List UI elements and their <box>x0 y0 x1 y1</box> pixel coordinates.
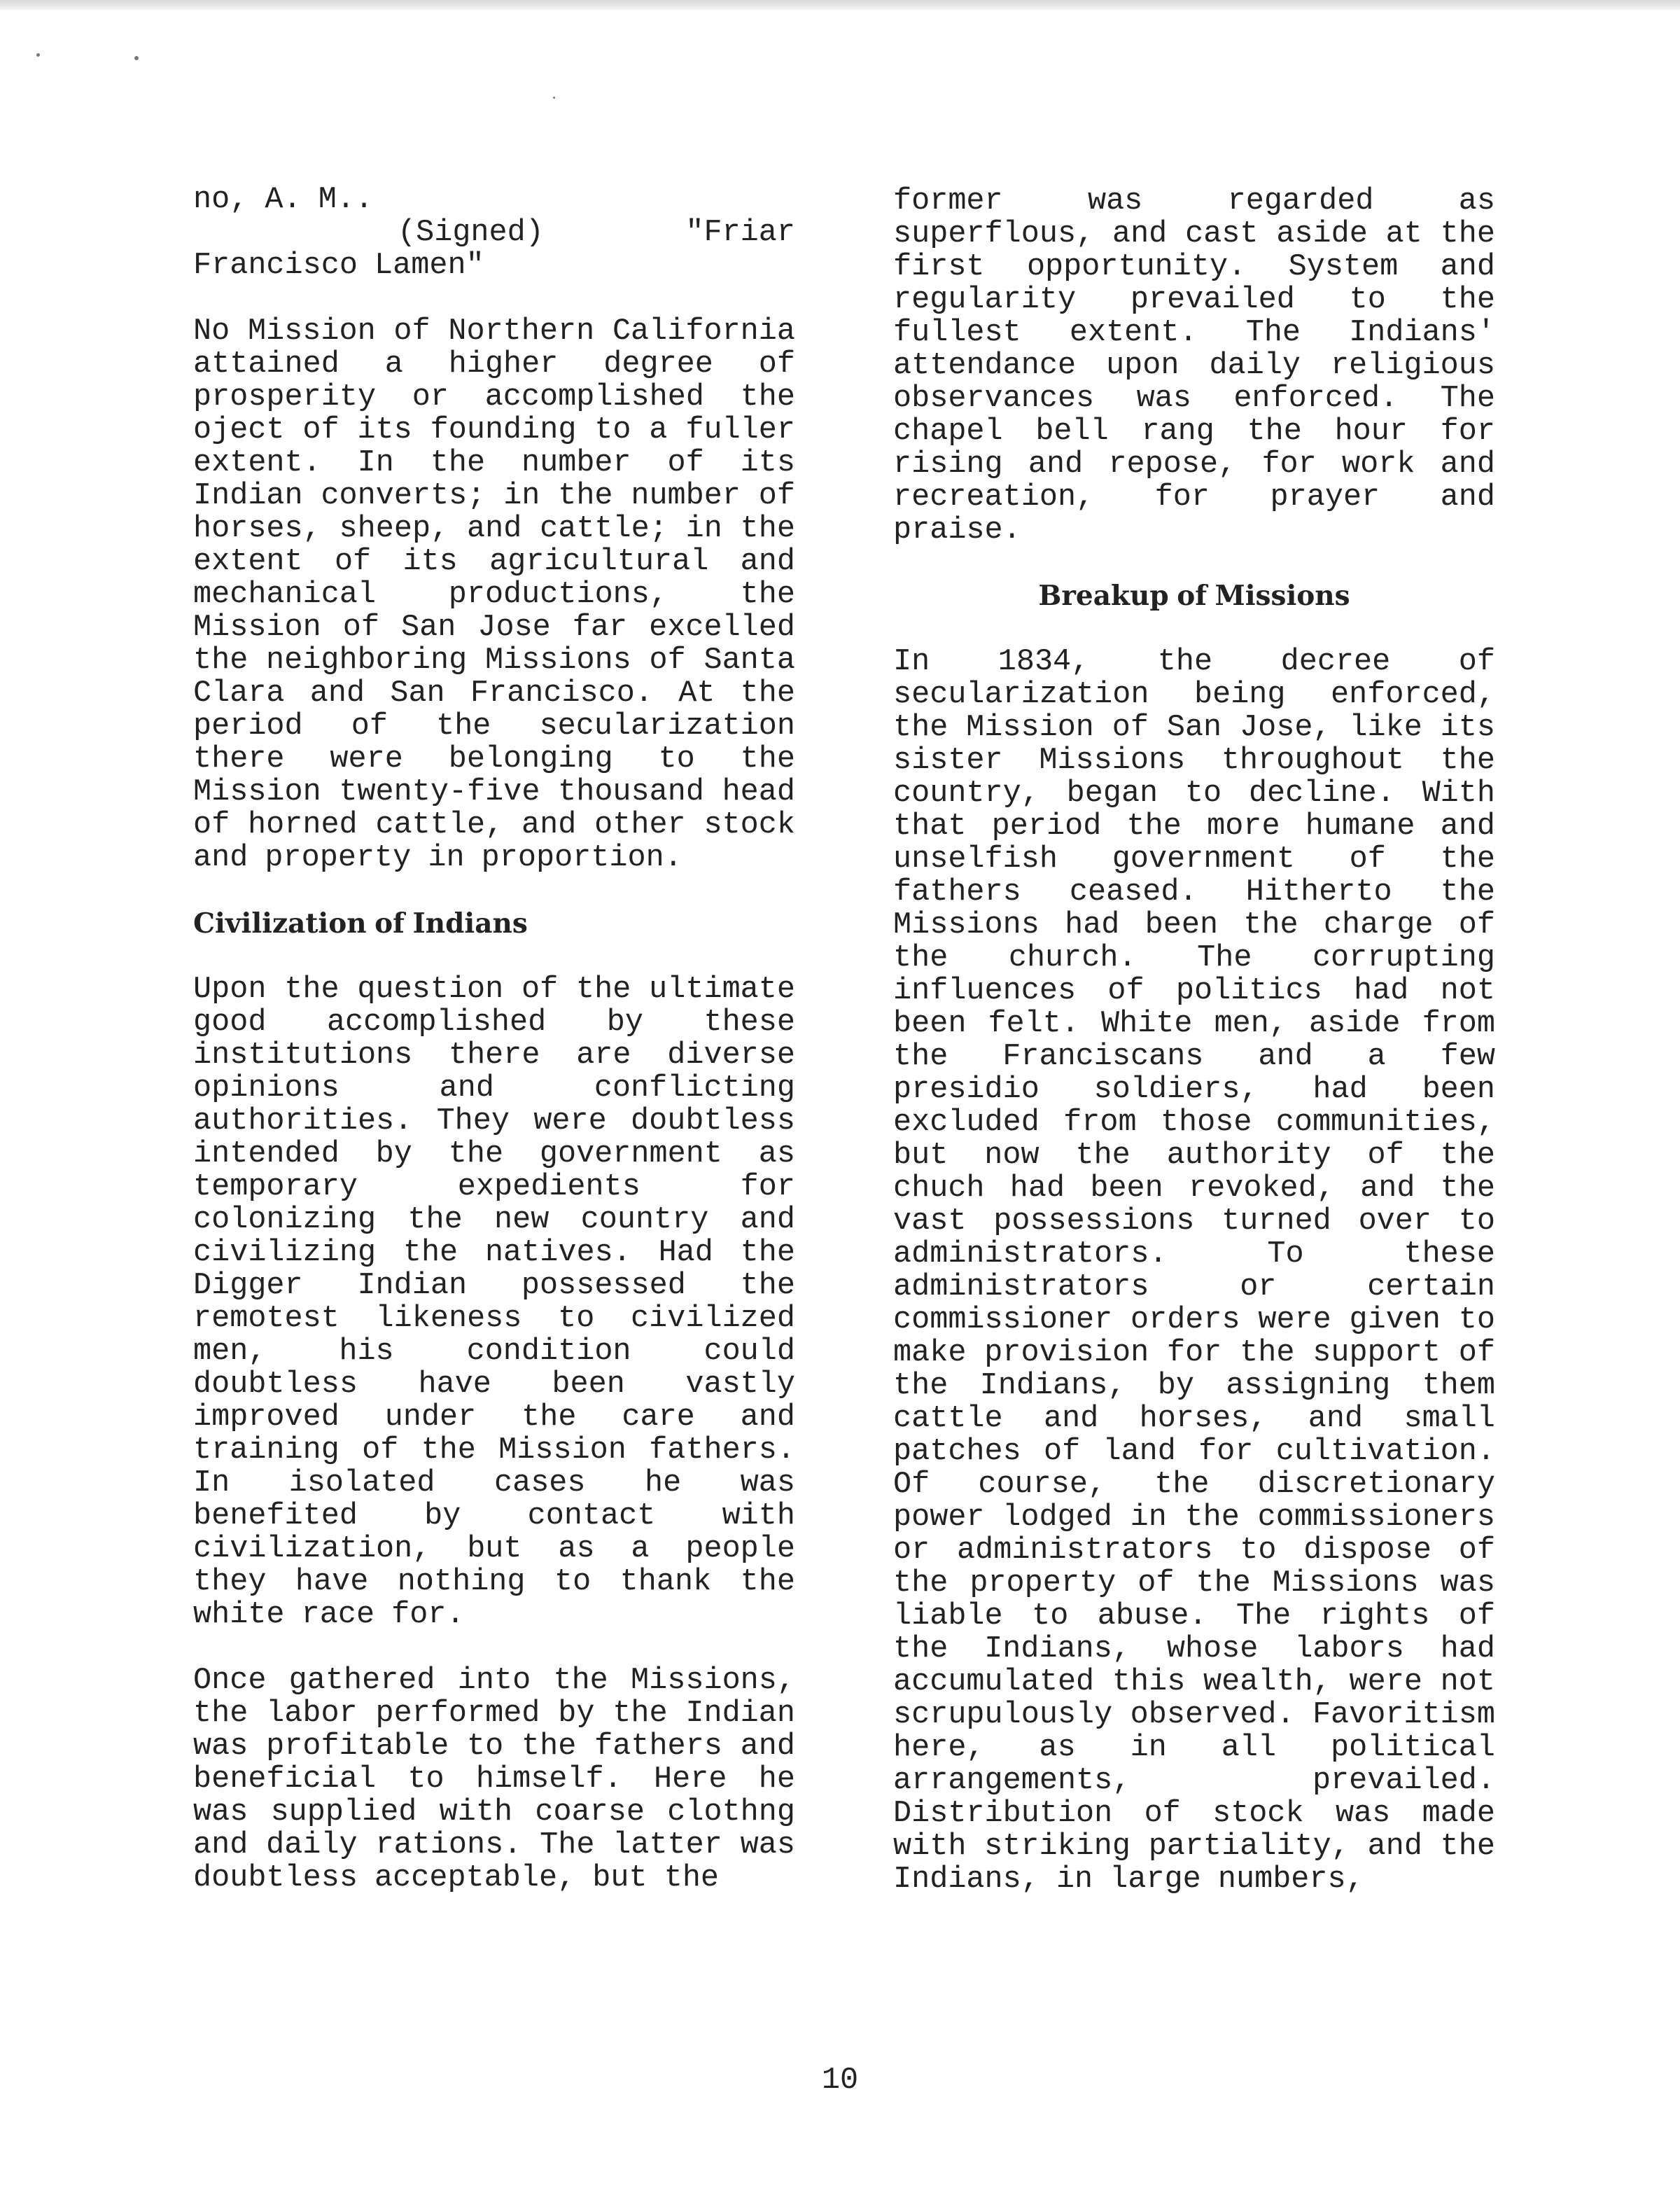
scan-speck <box>36 53 40 57</box>
scan-top-edge <box>0 0 1680 10</box>
signer-first: "Friar <box>685 216 795 250</box>
left-column <box>193 183 795 1895</box>
signature-line <box>193 216 795 249</box>
paragraph-former: former was regarded as superflous, and cast aside at the first opportunity. System and regularity prevailed to the fullest extent. The Indians' attendance upon daily religious observances was enforced. The chapel bell rang the hour for rising and repose, for work and recreation, for prayer and praise. <box>893 184 1495 548</box>
signed-label: (Signed) <box>398 216 544 250</box>
scan-speck <box>553 97 555 99</box>
paragraph-once-gathered: Once gathered into the Missions, the labor performed by the Indian was profitable to the fathers and beneficial to himself. Here he was supplied with coarse clothng and daily rations. The latter was doubtless acceptable, but the <box>193 1664 795 1895</box>
heading-breakup-of-missions: Breakup of Missions <box>1038 580 1350 612</box>
right-column <box>893 185 1495 1896</box>
paragraph-ultimate-good: Upon the question of the ultimate good accomplished by these institutions there are diverse opinions and conflicting authorities. They were doubtless intended by the government as temporary expedients for colonizing the new country and civilizing the natives. Had the Digger Indian possessed the remotest likeness to civilized men, his condition could doubtless have been vastly improved under the care and training of the Mission fathers. In isolated cases he was benefited by contact with civilization, but as a people they have nothing to thank the white race for. <box>193 973 795 1632</box>
signer-name: Francisco Lamen" <box>193 249 484 283</box>
paragraph-prosperity: No Mission of Northern California attained a higher degree of prosperity or accomplished the oject of its founding to a fuller extent. In the number of its Indian converts; in the number of horses, sheep, and cattle; in the extent of its agricultural and mechanical productions, the Mission of San Jose far excelled the neighboring Missions of Santa Clara and San Francisco. At the period of the secularization there were belonging to the Mission twenty-five thousand head of horned cattle, and other stock and property in proportion. <box>193 314 795 875</box>
opening-line: no, A. M.. <box>193 183 374 217</box>
paragraph-1834: In 1834, the decree of secularization being enforced, the Mission of San Jose, like its sister Missions throughout the country, began to decline. With that period the more humane and unselfish government of the fathers ceased. Hitherto the Missions had been the charge of the church. The corrupting influences of politics had not been felt. White men, aside from the Franciscans and a few presidio soldiers, had been excluded from those communities, but now the authority of the chuch had been revoked, and the vast possessions turned over to administrators. To these administrators or certain commissioner orders were given to make provision for the support of the Indians, by assigning them cattle and horses, and small patches of land for cultivation. Of course, the discretionary power lodged in the commissioners or administrators to dispose of the property of the Missions was liable to abuse. The rights of the Indians, whose labors had accumulated this wealth, were not scrupulously observed. Favoritism here, as in all political arrangements, prevailed. Distribution of stock was made with striking partiality, and the Indians, in large numbers, <box>893 645 1495 1897</box>
scan-speck <box>134 56 139 60</box>
page-number: 10 <box>821 2063 859 2098</box>
heading-civilization-of-indians: Civilization of Indians <box>193 907 528 940</box>
